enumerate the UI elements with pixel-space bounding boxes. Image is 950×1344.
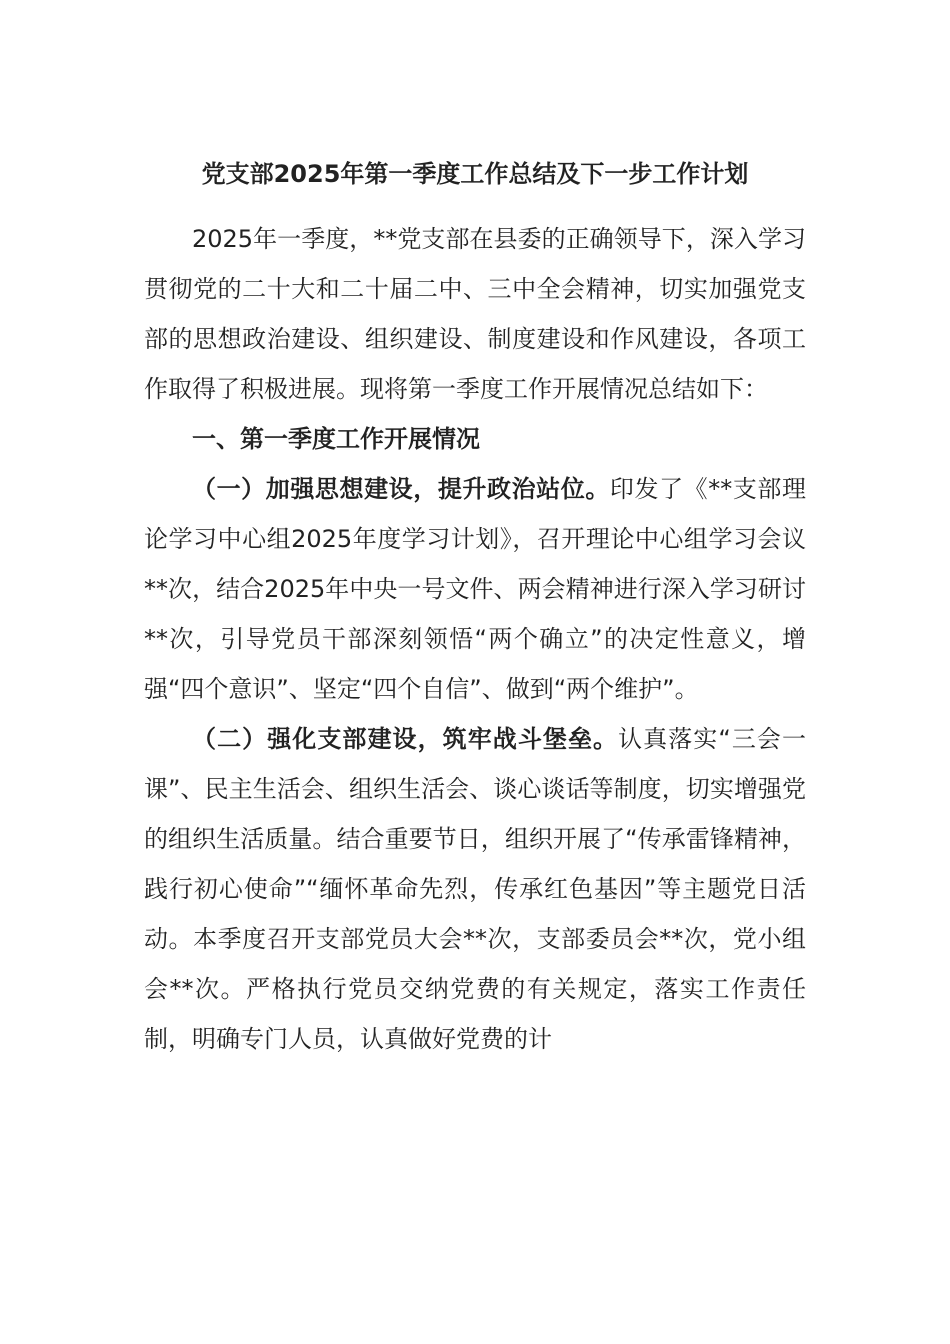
item-2-text: 认真落实“三会一课”、民主生活会、组织生活会、谈心谈话等制度，切实增强党的组织生活质量。结合重要节日，组织开展了“传承雷锋精神，践行初心使命”“缅怀革命先烈，传承红色基因”等主题党日活动。本季度召开支部党员大会**次，支部委员会**次，党小组会**次。严格执行党员交纳党费的有关规定，落实工作责任制，明确专门人员，认真做好党费的计 — [144, 725, 806, 1053]
item-1-lead: （一）加强思想建设，提升政治站位。 — [192, 475, 610, 503]
document-body — [144, 214, 806, 1064]
item-1-text: 印发了《**支部理论学习中心组2025年度学习计划》，召开理论中心组学习会议**次，结合2025年中央一号文件、两会精神进行深入学习研讨**次，引导党员干部深刻领悟“两个确立”的决定性意义，增强“四个意识”、坚定“四个自信”、做到“两个维护”。 — [144, 475, 807, 703]
section-heading: 一、第一季度工作开展情况 — [192, 425, 480, 453]
intro-paragraph: 2025年一季度，**党支部在县委的正确领导下，深入学习贯彻党的二十大和二十届二中、三中全会精神，切实加强党支部的思想政治建设、组织建设、制度建设和作风建设，各项工作取得了积极进展。现将第一季度工作开展情况总结如下： — [144, 225, 806, 403]
document-title: 党支部2025年第一季度工作总结及下一步工作计划 — [201, 160, 749, 188]
item-2-lead: （二）强化支部建设，筑牢战斗堡垒。 — [192, 725, 619, 753]
paragraph-item-1 — [144, 464, 806, 714]
paragraph-item-2 — [144, 714, 806, 1064]
